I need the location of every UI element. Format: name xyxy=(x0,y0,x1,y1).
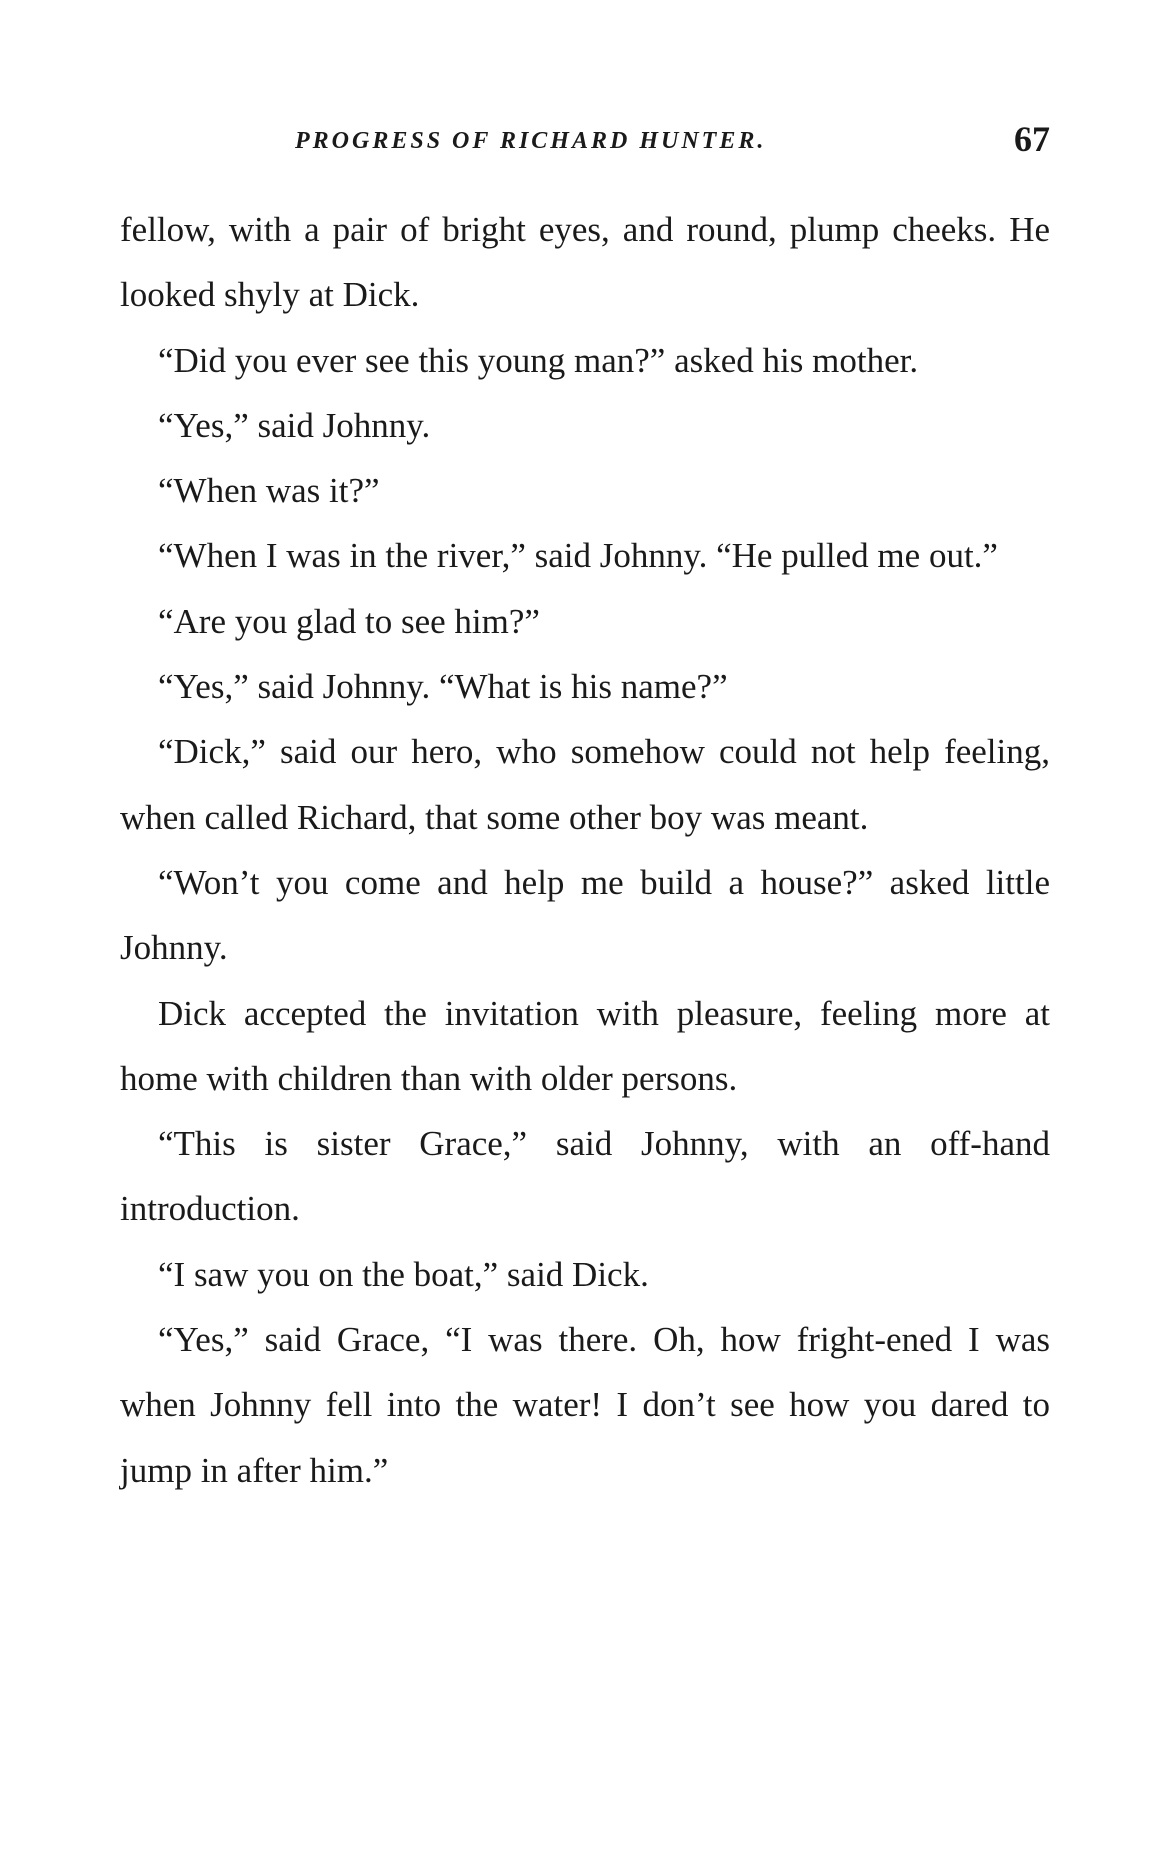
paragraph: “Yes,” said Johnny. “What is his name?” xyxy=(158,667,728,707)
paragraph: “Are you glad to see him?” xyxy=(158,601,540,641)
paragraph: “Yes,” said Grace, “I was there. Oh, how fright-ened I was when Johnny fell into the water! I don’t see how you dared to jump in after him.” xyxy=(120,1320,1050,1490)
page-number: 67 xyxy=(1014,119,1050,159)
running-head xyxy=(120,118,1050,158)
paragraph: “When I was in the river,” said Johnny. “He pulled me out.” xyxy=(158,536,998,576)
body-text xyxy=(120,197,1050,1503)
paragraph: Dick accepted the invitation with pleasure, feeling more at home with children than with older persons. xyxy=(120,993,1050,1098)
paragraph: “Yes,” said Johnny. xyxy=(158,405,431,445)
paragraph: “Dick,” said our hero, who somehow could not help feeling, when called Richard, that some other boy was meant. xyxy=(120,732,1050,837)
paragraph: fellow, with a pair of bright eyes, and round, plump cheeks. He looked shyly at Dick. xyxy=(120,210,1050,315)
paragraph: “When was it?” xyxy=(158,471,380,511)
paragraph: “This is sister Grace,” said Johnny, with an off-hand introduction. xyxy=(120,1124,1050,1229)
paragraph: “I saw you on the boat,” said Dick. xyxy=(158,1254,649,1294)
running-title: PROGRESS OF RICHARD HUNTER. xyxy=(295,128,767,154)
paragraph: “Won’t you come and help me build a house?” asked little Johnny. xyxy=(120,862,1050,968)
paragraph: “Did you ever see this young man?” asked his mother. xyxy=(158,340,919,380)
